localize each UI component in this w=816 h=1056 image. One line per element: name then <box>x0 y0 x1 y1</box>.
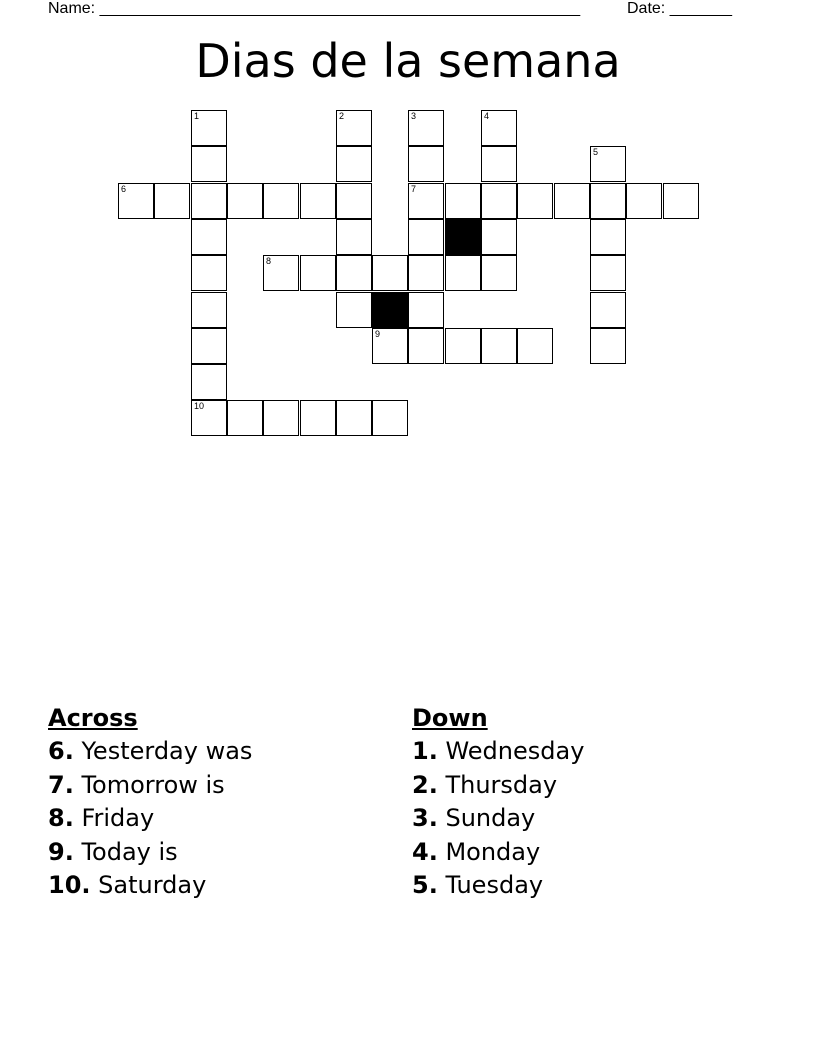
clue-number: 6. <box>48 737 74 765</box>
clue-text: Yesterday was <box>73 737 253 765</box>
date-field: Date: _______ <box>627 0 732 17</box>
grid-cell[interactable] <box>590 255 626 291</box>
clue-item <box>412 769 584 803</box>
crossword-grid <box>0 0 816 460</box>
grid-cell[interactable] <box>336 146 372 182</box>
clue-text: Wednesday <box>437 737 585 765</box>
across-heading: Across <box>48 704 138 732</box>
clue-number-label: 7 <box>411 184 417 194</box>
grid-cell[interactable] <box>590 328 626 364</box>
grid-cell[interactable] <box>481 146 517 182</box>
clue-text: Saturday <box>90 871 207 899</box>
clue-item <box>412 735 584 769</box>
grid-cell[interactable] <box>408 292 444 328</box>
clue-text: Tuesday <box>437 871 544 899</box>
grid-cell[interactable] <box>263 255 299 291</box>
grid-cell[interactable] <box>336 292 372 328</box>
clue-number-label: 1 <box>194 111 200 121</box>
across-clues <box>48 701 252 903</box>
clue-text: Friday <box>73 804 155 832</box>
grid-cell[interactable] <box>408 255 444 291</box>
clue-item <box>48 802 252 836</box>
clue-item <box>48 869 252 903</box>
grid-cell[interactable] <box>408 183 444 219</box>
grid-cell[interactable] <box>408 219 444 255</box>
clue-number-label: 2 <box>339 111 345 121</box>
clue-text: Thursday <box>437 770 558 799</box>
clue-number: 2. <box>412 770 438 799</box>
grid-cell[interactable] <box>372 328 408 364</box>
grid-cell[interactable] <box>336 183 372 219</box>
grid-cell[interactable] <box>554 183 590 219</box>
black-cell <box>372 292 408 328</box>
clue-number-label: 6 <box>121 184 127 194</box>
grid-cell[interactable] <box>300 400 336 436</box>
grid-cell[interactable] <box>263 400 299 436</box>
grid-cell[interactable] <box>191 219 227 255</box>
grid-cell[interactable] <box>191 328 227 364</box>
grid-cell[interactable] <box>481 219 517 255</box>
clue-text: Tomorrow is <box>73 770 225 799</box>
black-cell <box>445 219 481 255</box>
clue-number: 7. <box>48 770 74 799</box>
grid-cell[interactable] <box>336 400 372 436</box>
clue-number-label: 9 <box>375 329 381 339</box>
grid-cell[interactable] <box>481 183 517 219</box>
grid-cell[interactable] <box>263 183 299 219</box>
grid-cell[interactable] <box>590 292 626 328</box>
grid-cell[interactable] <box>372 400 408 436</box>
grid-cell[interactable] <box>191 183 227 219</box>
clue-number-label: 3 <box>411 111 417 121</box>
grid-cell[interactable] <box>481 110 517 146</box>
grid-cell[interactable] <box>626 183 662 219</box>
grid-cell[interactable] <box>445 255 481 291</box>
grid-cell[interactable] <box>336 255 372 291</box>
grid-cell[interactable] <box>191 255 227 291</box>
grid-cell[interactable] <box>408 146 444 182</box>
grid-cell[interactable] <box>590 146 626 182</box>
grid-cell[interactable] <box>336 219 372 255</box>
grid-cell[interactable] <box>191 146 227 182</box>
grid-cell[interactable] <box>372 255 408 291</box>
grid-cell[interactable] <box>481 255 517 291</box>
clue-item <box>48 735 252 769</box>
grid-cell[interactable] <box>227 183 263 219</box>
clue-item <box>412 836 584 870</box>
grid-cell[interactable] <box>517 183 553 219</box>
clue-number-label: 8 <box>266 256 272 266</box>
clue-text: Monday <box>437 837 541 866</box>
clue-number-label: 10 <box>194 401 205 411</box>
grid-cell[interactable] <box>154 183 190 219</box>
clue-number: 10. <box>48 871 91 899</box>
grid-cell[interactable] <box>118 183 154 219</box>
grid-cell[interactable] <box>445 328 481 364</box>
grid-cell[interactable] <box>300 183 336 219</box>
name-field: Name: ______________________________________________________ <box>48 0 581 17</box>
grid-cell[interactable] <box>191 400 227 436</box>
down-heading: Down <box>412 704 488 732</box>
grid-cell[interactable] <box>408 328 444 364</box>
clue-number: 9. <box>48 837 74 866</box>
clue-text: Today is <box>73 837 178 866</box>
grid-cell[interactable] <box>481 328 517 364</box>
clue-number-label: 4 <box>484 111 490 121</box>
down-clues <box>412 701 584 903</box>
grid-cell[interactable] <box>517 328 553 364</box>
grid-cell[interactable] <box>191 364 227 400</box>
clue-item <box>412 802 584 836</box>
grid-cell[interactable] <box>191 110 227 146</box>
page-title: Dias de la semana <box>195 34 621 88</box>
clue-number-label: 5 <box>593 147 599 157</box>
clue-number: 1. <box>412 737 438 765</box>
clue-item <box>412 869 584 903</box>
clue-number: 3. <box>412 804 438 832</box>
clue-text: Sunday <box>437 804 536 832</box>
grid-cell[interactable] <box>445 183 481 219</box>
grid-cell[interactable] <box>300 255 336 291</box>
clue-number: 8. <box>48 804 74 832</box>
grid-cell[interactable] <box>590 219 626 255</box>
clue-item <box>48 769 252 803</box>
grid-cell[interactable] <box>191 292 227 328</box>
grid-cell[interactable] <box>663 183 699 219</box>
clue-number: 4. <box>412 837 438 866</box>
grid-cell[interactable] <box>590 183 626 219</box>
clue-item <box>48 836 252 870</box>
grid-cell[interactable] <box>227 400 263 436</box>
grid-cell[interactable] <box>408 110 444 146</box>
grid-cell[interactable] <box>336 110 372 146</box>
clue-number: 5. <box>412 871 438 899</box>
